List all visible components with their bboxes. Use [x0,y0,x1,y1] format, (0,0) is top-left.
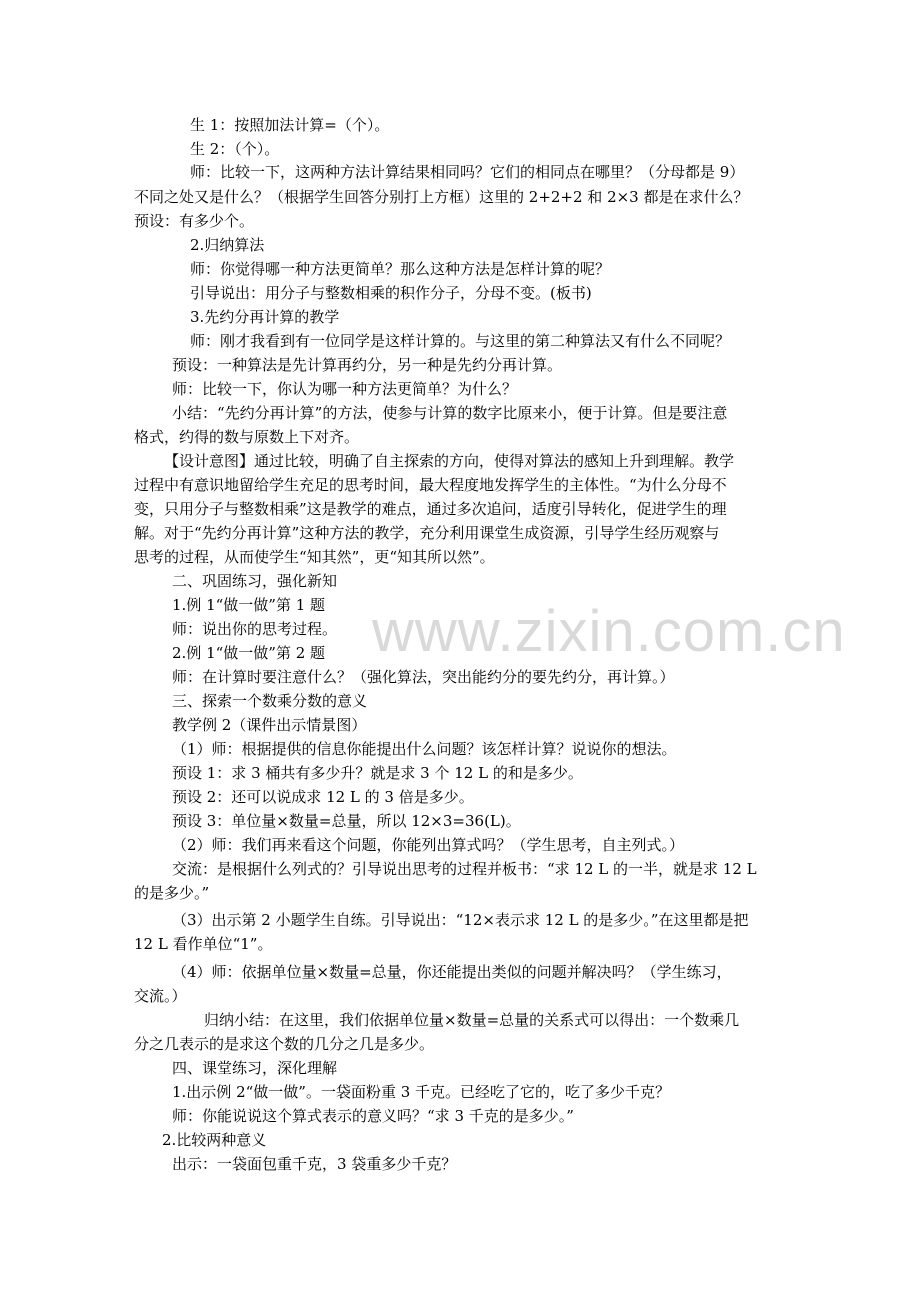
text-line: （3）出示第 2 小题学生自练。引导说出：“12×表示求 12 L 的是多少。”在这里都是把 [172,911,749,929]
text-line: 师：说出你的思考过程。 [172,620,338,638]
text-line: 预设 3：单位量×数量=总量，所以 12×3=36(L)。 [172,812,521,830]
text-line: 1.出示例 2“做一做”。一袋面粉重 3 千克。已经吃了它的，吃了多少千克？ [172,1083,671,1101]
text-line: 引导说出：用分子与整数相乘的积作分子，分母不变。(板书) [190,284,592,302]
text-line: 2.例 1“做一做”第 2 题 [172,644,326,662]
text-line: 预设 1：求 3 桶共有多少升？就是求 3 个 12 L 的和是多少。 [172,764,583,782]
text-line: 师：比较一下，这两种方法计算结果相同吗？它们的相同点在哪里？（分母都是 9） [190,163,745,181]
text-line: 12 L 看作单位“1”。 [134,935,273,953]
text-line: 师：在计算时要注意什么？（强化算法，突出能约分的要先约分，再计算。） [172,668,675,686]
text-line: 四、课堂练习，深化理解 [172,1059,338,1077]
text-line: 教学例 2（课件出示情景图） [172,716,367,734]
text-line: 预设：有多少个。 [134,212,255,230]
text-line: （1）师：根据提供的信息你能提出什么问题？该怎样计算？说说你的想法。 [172,740,677,758]
text-line: 生 1：按照加法计算=（个）。 [190,116,390,134]
text-line: 师：你觉得哪一种方法更简单？那么这种方法是怎样计算的呢？ [190,260,611,278]
text-line: 过程中有意识地留给学生充足的思考时间，最大程度地发挥学生的主体性。“为什么分母不 [134,476,727,494]
watermark: www.zixin.com.cn [372,599,846,664]
text-line: 预设 2：还可以说成求 12 L 的 3 倍是多少。 [172,788,474,806]
text-line: 2.归纳算法 [190,236,265,254]
text-line: 小结：“先约分再计算”的方法，使参与计算的数字比原来小，便于计算。但是要注意 [172,404,728,422]
text-line: 二、巩固练习，强化新知 [172,572,338,590]
text-line: 生 2：（个）。 [190,140,280,158]
text-line: 解。对于“先约分再计算”这种方法的教学，充分利用课堂生成资源，引导学生经历观察与 [134,524,720,542]
text-line: 三、探索一个数乘分数的意义 [172,692,368,710]
text-line: 格式，约得的数与原数上下对齐。 [134,428,360,446]
text-line: 分之几表示的是求这个数的几分之几是多少。 [134,1035,435,1053]
text-line: 交流。） [134,987,187,1005]
text-line: 预设：一种算法是先计算再约分，另一种是先约分再计算。 [172,356,563,374]
text-line: 师：你能说说这个算式表示的意义吗？“求 3 千克的是多少。” [172,1107,574,1125]
text-line: 出示：一袋面包重千克，3 袋重多少千克？ [172,1155,457,1173]
text-line: 2.比较两种意义 [162,1131,267,1149]
text-line: 变，只用分子与整数相乘”这是教学的难点，通过多次追问，适度引导转化，促进学生的理 [134,500,727,518]
text-line: 师：刚才我看到有一位同学是这样计算的。与这里的第二种算法又有什么不同呢？ [190,332,731,350]
text-line: 1.例 1“做一做”第 1 题 [172,596,326,614]
text-line: 不同之处又是什么？（根据学生回答分别打上方框）这里的 2+2+2 和 2×3 都是在求什么？ [134,188,749,206]
text-line: 3.先约分再计算的教学 [190,308,340,326]
text-line: 归纳小结：在这里，我们依据单位量×数量=总量的关系式可以得出：一个数乘几 [204,1011,740,1029]
text-line: 交流：是根据什么列式的？引导说出思考的过程并板书：“求 12 L 的一半，就是求 12 L [172,860,757,878]
text-line: （2）师：我们再来看这个问题，你能列出算式吗？（学生思考，自主列式。） [172,836,685,854]
text-line: 的是多少。” [134,884,210,902]
text-line: 师：比较一下，你认为哪一种方法更简单？为什么？ [172,380,518,398]
text-line: 思考的过程，从而使学生“知其然”，更“知其所以然”。 [134,548,495,566]
text-line: 【设计意图】通过比较，明确了自主探索的方向，使得对算法的感知上升到理解。教学 [164,452,735,470]
text-line: （4）师：依据单位量×数量=总量，你还能提出类似的问题并解决吗？（学生练习， [172,963,732,981]
